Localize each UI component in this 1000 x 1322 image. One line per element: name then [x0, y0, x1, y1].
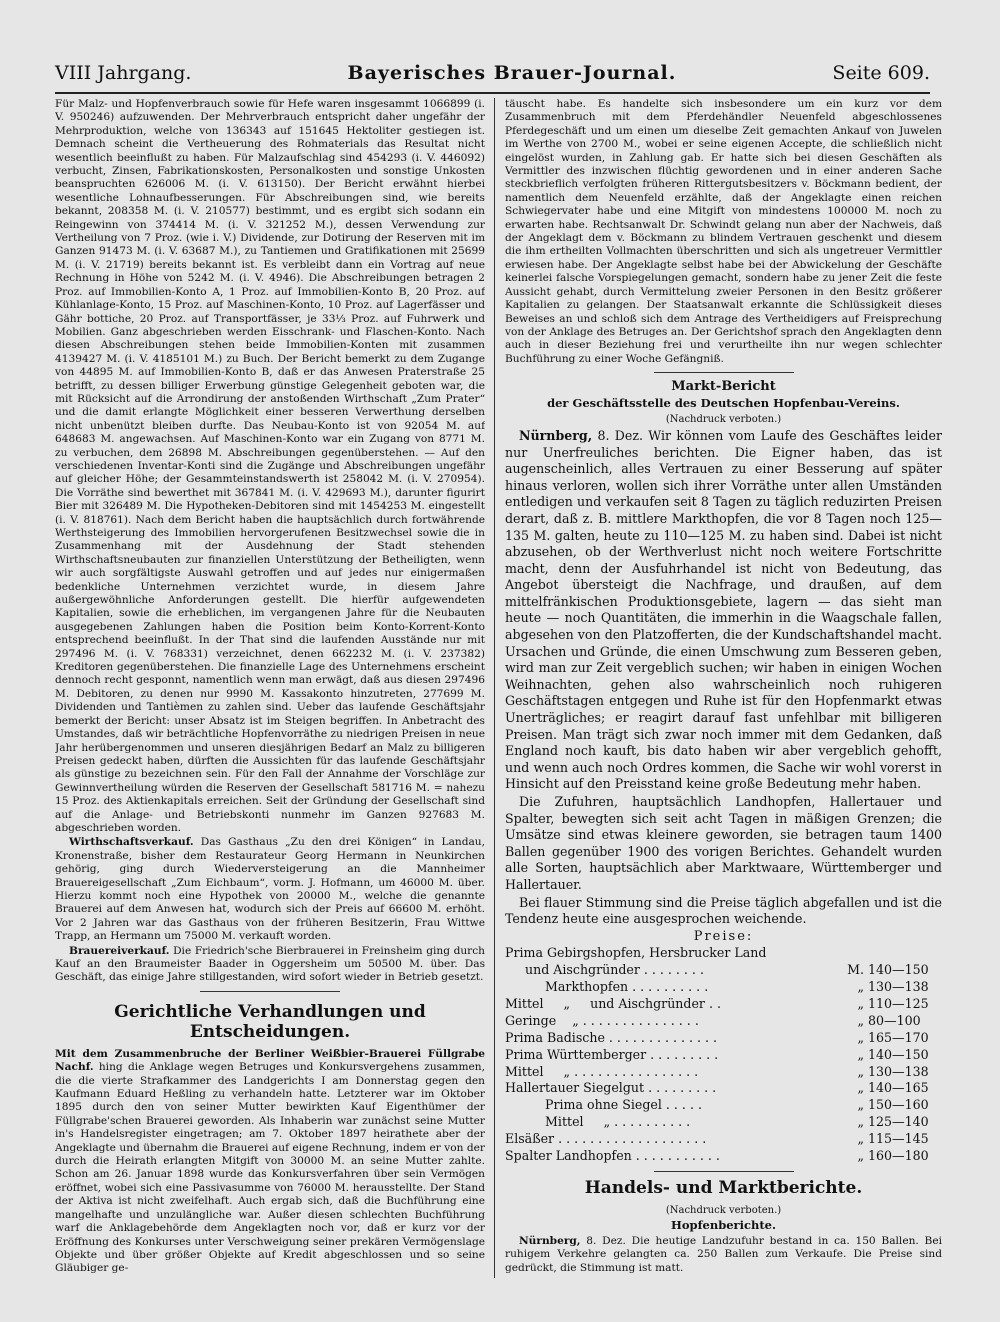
price-row	[505, 1047, 942, 1064]
court-case-continuation: täuscht habe. Es handelte sich insbesondere um ein kurz vor dem Zusammenbruch mit dem Pferdehändler Neuenfeld abgeschlossenes Pferdegeschäft und um einen um dieselbe Zeit gemachten Ankauf von Juwelen im Werthe von 2700 M., wobei er seine eigenen Accepte, die schließlich nicht eingelöst wurden, in Zahlung gab. Er hatte sich bei diesen Geschäften als Vermittler des inzwischen flüchtig gewordenen und in einer anderen Sache steckbrieflich verfolgten früheren Rittergutsbesitzers v. Böckmann bedient, der namentlich dem Neuenfeld erzählte, daß der Angeklagte einen reichen Schwiegervater habe und eine Mitgift von mindestens 100000 M. noch zu erwarten habe. Rechtsanwalt Dr. Schwindt gelang nun aber der Nachweis, daß der Angeklagt dem v. Böckmann zu blindem Vertrauen geschenkt und diesem die ihm ertheilten Vollmachten überschritten und sich als ungetreuer Vermittler erwiesen habe. Der Angeklagte selbst habe bei der Abwickelung der Geschäfte keinerlei falsche Vorspiegelungen gemacht, sondern habe zu jener Zeit die feste Aussicht gehabt, durch Vermittelung zweier Personen in den Besitz größerer Kapitalien zu gelangen. Der Staatsanwalt erkannte die Schlüssigkeit dieses Beweises an und schloß sich dem Antrage des Vertheidigers auf Freisprechung von der Anklage des Betruges an. Der Gerichtshof sprach den Angeklagten denn auch in dieser Beziehung frei und verurtheilte ihn nur wegen schlechter Buchführung zu einer Woche Gefängniß.	[505, 98, 942, 365]
zufuhren-paragraph: Die Zufuhren, hauptsächlich Landhopfen, Hallertauer und Spalter, bewegten sich seit acht Tagen in mäßigen Grenzen; die Umsätze sind etwas kleinere geworden, sie betragen taum 1400 Ballen gegenüber 1900 des vorigen Berichtes. Gehandelt wurden alle Sorten, hauptsächlich aber Marktwaare, Württemberger und Hallertauer.	[505, 794, 942, 892]
section-rule	[200, 991, 340, 992]
price-row	[505, 1097, 942, 1114]
price-range: 110—125	[868, 995, 929, 1011]
price-unit: „	[857, 1012, 864, 1028]
price-row	[505, 1030, 942, 1047]
price-item-name: Spalter Landhopfen . . . . . . . . . . .	[505, 1148, 720, 1164]
price-item-name: und Aischgründer . . . . . . . .	[505, 962, 704, 978]
journal-title: Bayerisches Brauer-Journal.	[347, 62, 677, 84]
price-range	[868, 945, 942, 962]
price-range: 80—100	[868, 1012, 921, 1028]
price-range: 140—150	[868, 962, 929, 978]
price-item-name: Geringe „ . . . . . . . . . . . . . . .	[505, 1012, 699, 1028]
price-row	[505, 996, 942, 1013]
price-item-name: Prima Gebirgshopfen, Hersbrucker Land	[505, 945, 767, 961]
price-row	[505, 1013, 942, 1030]
price-range: 150—160	[868, 1097, 929, 1113]
page-header	[55, 58, 930, 88]
header-rule	[55, 92, 930, 94]
nuernberg-hop-text: 8. Dez. Die heutige Landzufuhr bestand in ca. 150 Ballen. Bei ruhigem Verkehre gelangten ca. 250 Ballen zum Verkaufe. Die Preise sind gedrückt, die Stimmung ist matt.	[505, 1234, 942, 1274]
nuernberg-runin: Nürnberg,	[519, 427, 593, 443]
stimmung-paragraph: Bei flauer Stimmung sind die Preise täglich abgefallen und ist die Tendenz heute eine ausgesprochen weichende.	[505, 894, 942, 927]
price-item-name: Prima Württemberger . . . . . . . . .	[505, 1046, 719, 1062]
price-unit: „	[857, 1148, 864, 1164]
price-item-name: Hallertauer Siegelgut . . . . . . . . .	[505, 1080, 717, 1096]
price-unit: „	[857, 1029, 864, 1045]
price-range: 165—170	[868, 1029, 929, 1045]
financial-report-paragraph: Für Malz- und Hopfenverbrauch sowie für Hefe waren insgesammt 1066899 (i. V. 950246) aufzuwenden. Der Mehrverbrauch entspricht daher ungefähr der Mehrproduktion, welche von 136343 auf 151645 Hektoliter gestiegen ist. Demnach scheint die Vertheuerung des Rohmaterials das Resultat nicht wesentlich beeinflußt zu haben. Für Malzaufschlag sind 454293 (i. V. 446092) verbucht, Zinsen, Fabrikationskosten, Personalkosten und sonstige Unkosten beanspruchten 626006 M. (i. V. 613150). Der Bericht erwähnt hierbei wesentliche Lohnaufbesserungen. Für Abschreibungen sind, wie bereits bekannt, 208358 M. (i. V. 210577) bestimmt, und es ergibt sich sodann ein Reingewinn von 374414 M. (i. V. 321252 M.), dessen Verwendung zur Vertheilung von 7 Proz. (wie i. V.) Dividende, zur Dotirung der Reserven mit im Ganzen 91473 M. (i. V. 63687 M.), zu Tantiemen und Gratifikationen mit 25699 M. (i. V. 21719) bereits bekannt ist. Es verbleibt dann ein Vortrag auf neue Rechnung in Höhe von 5242 M. (i. V. 4946). Die Abschreibungen betragen 2 Proz. auf Immobilien-Konto A, 1 Proz. auf Immobilien-Konto B, 20 Proz. auf Kühlanlage-Konto, 15 Proz. auf Maschinen-Konto, 10 Proz. auf Lagerfässer und Gähr bottiche, 20 Proz. auf Transportfässer, je 33⅓ Proz. auf Fuhrwerk und Mobilien. Ganz abgeschrieben werden Eisschrank- und Flaschen-Konto. Nach diesen Abschreibungen stehen beide Immobilien-Konten mit zusammen 4139427 M. (i. V. 4185101 M.) zu Buch. Der Bericht bemerkt zu dem Zugange von 44895 M. auf Immobilien-Konto B, daß er das Anwesen Praterstraße 25 betrifft, zu dessen billiger Erwerbung günstige Gelegenheit geboten war, die mit Rücksicht auf die Arrondirung der anstoßenden Wirthschaft „Zum Prater“ und die damit erlangte Möglichkeit einer besseren Verwerthung derselben nicht unbenützt bleiben durfte. Das Neubau-Konto ist von 92054 M. auf 648683 M. angewachsen. Auf Maschinen-Konto war ein Zugang von 8771 M. zu verbuchen, dem 26898 M. Abschreibungen gegenüberstehen. — Auf den verschiedenen Inventar-Konti sind die Zugänge und Abschreibungen ungefähr auf gleicher Höhe; der Gesammteinstandswerth ist 258042 M. (i. V. 270954). Die Vorräthe sind bewerthet mit 367841 M. (i. V. 429693 M.), darunter figurirt Bier mit 326489 M. Die Hypotheken-Debitoren sind mit 1454253 M. eingestellt (i. V. 818761). Nach dem Bericht haben die hauptsächlich durch fortwährende Werthsteigerung des Immobilien hervorgerufenen Besitzwechsel sowie die in Zusammenhang mit der Ausdehnung der Stadt stehenden Wirthschaftsneubauten zur finanziellen Unterstützung der Betheiligten, wenn wir auch sorgfältigste Auswahl getroffen und auf jedes nur einigermaßen bedenkliche Unternehmen verzichtet wurde, in diesem Jahre außergewöhnliche Anforderungen gestellt. Die hierfür aufgewendeten Kapitalien, sowie die erheblichen, im vergangenen Jahre für die Neubauten ausgegebenen Zahlungen haben die Position beim Konto-Korrent-Konto entsprechend beeinflußt. In der That sind die laufenden Ausstände nur mit 297496 M. (i. V. 768331) verzeichnet, denen 662232 M. (i. V. 237382) Kreditoren gegenüberstehen. Die finanzielle Lage des Unternehmens erscheint dennoch recht gesponnt, namentlich wenn man erwägt, daß aus diesen 297496 M. Debitoren, zu denen nur 9990 M. Kassakonto hinzutreten, 277699 M. Dividenden und Tantièmen zu zahlen sind. Ueber das laufende Geschäftsjahr bemerkt der Bericht: unser Absatz ist im Steigen begriffen. In Anbetracht des Umstandes, daß wir beträchtliche Hopfenvorräthe zu niedrigen Preisen in neue Jahr herübergenommen und unseren diesjährigen Bedarf an Malz zu billigeren Preisen gedeckt haben, dürften die Aussichten für das laufende Geschäftsjahr als günstige zu bezeichnen sein. Für den Fall der Annahme der Vorschläge zur Gewinnvertheilung würden die Reserven der Gesellschaft 581716 M. = nahezu 15 Proz. des Aktienkapitals erreichen. Seit der Gründung der Gesellschaft sind auf die Anlage- und Betriebskonti nunmehr im Ganzen 927683 M. abgeschrieben worden.	[55, 98, 485, 834]
brauereiverkauf-runin: Brauereiverkauf.	[69, 944, 170, 957]
price-unit: „	[857, 1063, 864, 1079]
price-unit: M.	[847, 962, 864, 978]
volume-label: VIII Jahrgang.	[55, 62, 192, 84]
court-case-runin: Mit dem Zusammenbruche der Berliner Weißbier-Brauerei Füllgrabe Nachf.	[55, 1047, 485, 1074]
nuernberg-hop-runin: Nürnberg,	[519, 1234, 581, 1247]
price-range: 115—145	[868, 1131, 929, 1147]
price-unit: „	[857, 1131, 864, 1147]
right-column	[505, 98, 942, 1318]
reprint-notice: (Nachdruck verboten.)	[665, 413, 782, 425]
price-row	[505, 1148, 942, 1165]
section-rule	[654, 1171, 794, 1172]
price-table	[505, 945, 942, 1165]
price-unit: „	[857, 1046, 864, 1062]
nuernberg-text: 8. Dez. Wir können vom Laufe des Geschäftes leider nur Unerfreuliches berichten. Die Eigner haben, das ist augenscheinlich, alles Vertrauen zu einer Besserung auf später hinaus verloren, wollen sich ihrer Vorräthe unter allen Umständen entledigen und verkaufen seit 8 Tagen zu täglich reduzirten Preisen derart, daß z. B. mittlere Markthopfen, die vor 8 Tagen noch 125—135 M. galten, heute zu 110—125 M. zu haben sind. Dabei ist nicht abzusehen, ob der Werthverlust nicht noch weitere Fortschritte macht, denn der Ausfuhrhandel ist nicht von Bedeutung, das Angebot übersteigt die Nachfrage, und draußen, auf dem mittelfränkischen Produktionsgebiete, lagern — das sieht man heute — noch Quantitäten, die immerhin in die Waagschale fallen, abgesehen von den Platzofferten, die der Kundschaftshandel macht. Ursachen und Gründe, die einen Umschwung zum Besseren geben, wird man zur Zeit vergeblich suchen; wir haben in einigen Wochen Weihnachten, gehen also wahrscheinlich noch ruhigeren Geschäftstagen entgegen und Ruhe ist für den Hopfenmarkt etwas Unerträgliches; er reagirt darauf fast unfehlbar mit billigeren Preisen. Man trägt sich zwar noch immer mit dem Gedanken, daß England noch kauft, bis dato haben wir aber vergeblich gehofft, und wenn auch noch Ordres kommen, die Sache wir wohl vorerst in Hinsicht auf den Preisstand keine große Bedeutung mehr haben.	[505, 427, 942, 792]
price-unit: „	[857, 978, 864, 994]
price-row	[505, 945, 942, 962]
price-range: 130—138	[868, 1063, 929, 1079]
court-section-title: Gerichtliche Verhandlungen und Entscheidungen.	[114, 1001, 426, 1042]
price-item-name: Mittel „ . . . . . . . . . .	[505, 1114, 691, 1130]
price-row	[505, 1064, 942, 1081]
price-unit: „	[857, 1097, 864, 1113]
price-unit: „	[857, 995, 864, 1011]
price-item-name: Markthopfen . . . . . . . . . .	[505, 978, 709, 994]
column-divider	[494, 98, 495, 1278]
price-item-name: Elsäßer . . . . . . . . . . . . . . . . . . .	[505, 1131, 707, 1147]
trade-reports-title: Handels- und Marktberichte.	[584, 1177, 863, 1198]
page-number: Seite 609.	[832, 62, 930, 84]
brauereiverkauf-paragraph	[55, 945, 485, 985]
market-report-title: Markt-Bericht	[671, 379, 776, 395]
wirthschaftsverkauf-text: Das Gasthaus „Zu den drei Königen“ in Landau, Kronenstraße, bisher dem Restaurateur Georg Hermann in Neunkirchen gehörig, ging durch Wiederversteigerung an die Mannheimer Brauereigesellschaft „Zum Eichbaum“, vorm. J. Hofmann, um 46000 M. über. Hierzu kommt noch eine Hypothek von 20000 M., welche die genannte Brauerei auf dem Anwesen hat, wodurch sich der Preis auf 66600 M. erhöht. Vor 2 Jahren war das Gasthaus von der früheren Besitzerin, Frau Wittwe Trapp, an Hermann um 75000 M. verkauft worden.	[55, 836, 485, 943]
reprint-notice-2: (Nachdruck verboten.)	[665, 1204, 782, 1216]
court-case-paragraph	[55, 1048, 485, 1276]
price-row	[505, 1131, 942, 1148]
price-range: 125—140	[868, 1114, 929, 1130]
price-row	[505, 1114, 942, 1131]
brauereiverkauf-text: Die Friedrich'sche Bierbrauerei in Freinsheim ging durch Kauf an den Braumeister Baader in Oggersheim um 50500 M. über. Das Geschäft, das einige Jahre stillgestanden, wird sofort wieder in Betrieb gesetzt.	[55, 944, 485, 984]
price-row	[505, 979, 942, 996]
price-row	[505, 962, 942, 979]
market-report-body	[505, 428, 942, 928]
hop-reports-title: Hopfenberichte.	[671, 1218, 776, 1233]
market-report-subtitle: der Geschäftsstelle des Deutschen Hopfenbau-Vereins.	[547, 396, 900, 411]
nuernberg-hop-paragraph	[505, 1235, 942, 1275]
wirthschaftsverkauf-runin: Wirthschaftsverkauf.	[69, 836, 194, 849]
price-item-name: Mittel „ und Aischgründer . .	[505, 995, 721, 1011]
price-item-name: Prima ohne Siegel . . . . .	[505, 1097, 702, 1113]
price-item-name: Mittel „ . . . . . . . . . . . . . . . .	[505, 1063, 699, 1079]
price-row	[505, 1080, 942, 1097]
prices-heading: Preise:	[693, 928, 754, 944]
court-case-text: hing die Anklage wegen Betruges und Konkursvergehens zusammen, die die vierte Strafkammer des Landgerichts I am Donnerstag gegen den Kaufmann Eduard Heßling zu verhandeln hatte. Letzterer war im Oktober 1895 durch den von seiner Mutter bewirkten Kauf Eigenthümer der Füllgrabe'schen Brauerei geworden. Als Inhaberin war zunächst seine Mutter in's Handelsregister eingetragen; am 7. Oktober 1897 heirathete aber der Angeklagte und übernahm die Brauerei auf eigene Rechnung, indem er von der durch die Heirath erlangten Mitgift von 30000 M. an seine Mutter zahlte. Schon am 26. Januar 1898 wurde das Konkursverfahren über sein Vermögen eröffnet, wobei sich eine Passivasumme von 76000 M. herausstellte. Der Stand der Aktiva ist nicht zweifelhaft. Auch ergab sich, daß die Buchführung eine mangelhafte und unzulängliche war. Außer diesen schlechten Buchführung warf die Anklagebehörde dem Angeklagten noch vor, daß er kurz vor der Eröffnung des Konkurses unter Verschweigung seiner prekären Vermögenslage Objekte und über größer Objekte auf Kredit abgeschlossen und so seine Gläubiger ge-	[55, 1061, 485, 1275]
price-unit: „	[857, 1080, 864, 1096]
left-column	[55, 98, 485, 1318]
price-range: 130—138	[868, 978, 929, 994]
price-item-name: Prima Badische . . . . . . . . . . . . . .	[505, 1029, 717, 1045]
price-range: 140—150	[868, 1046, 929, 1062]
price-unit	[846, 945, 868, 962]
section-rule	[654, 372, 794, 373]
price-range: 160—180	[868, 1148, 929, 1164]
price-range: 140—165	[868, 1080, 929, 1096]
nuernberg-paragraph	[505, 428, 942, 793]
wirthschaftsverkauf-paragraph	[55, 836, 485, 943]
price-unit: „	[857, 1114, 864, 1130]
